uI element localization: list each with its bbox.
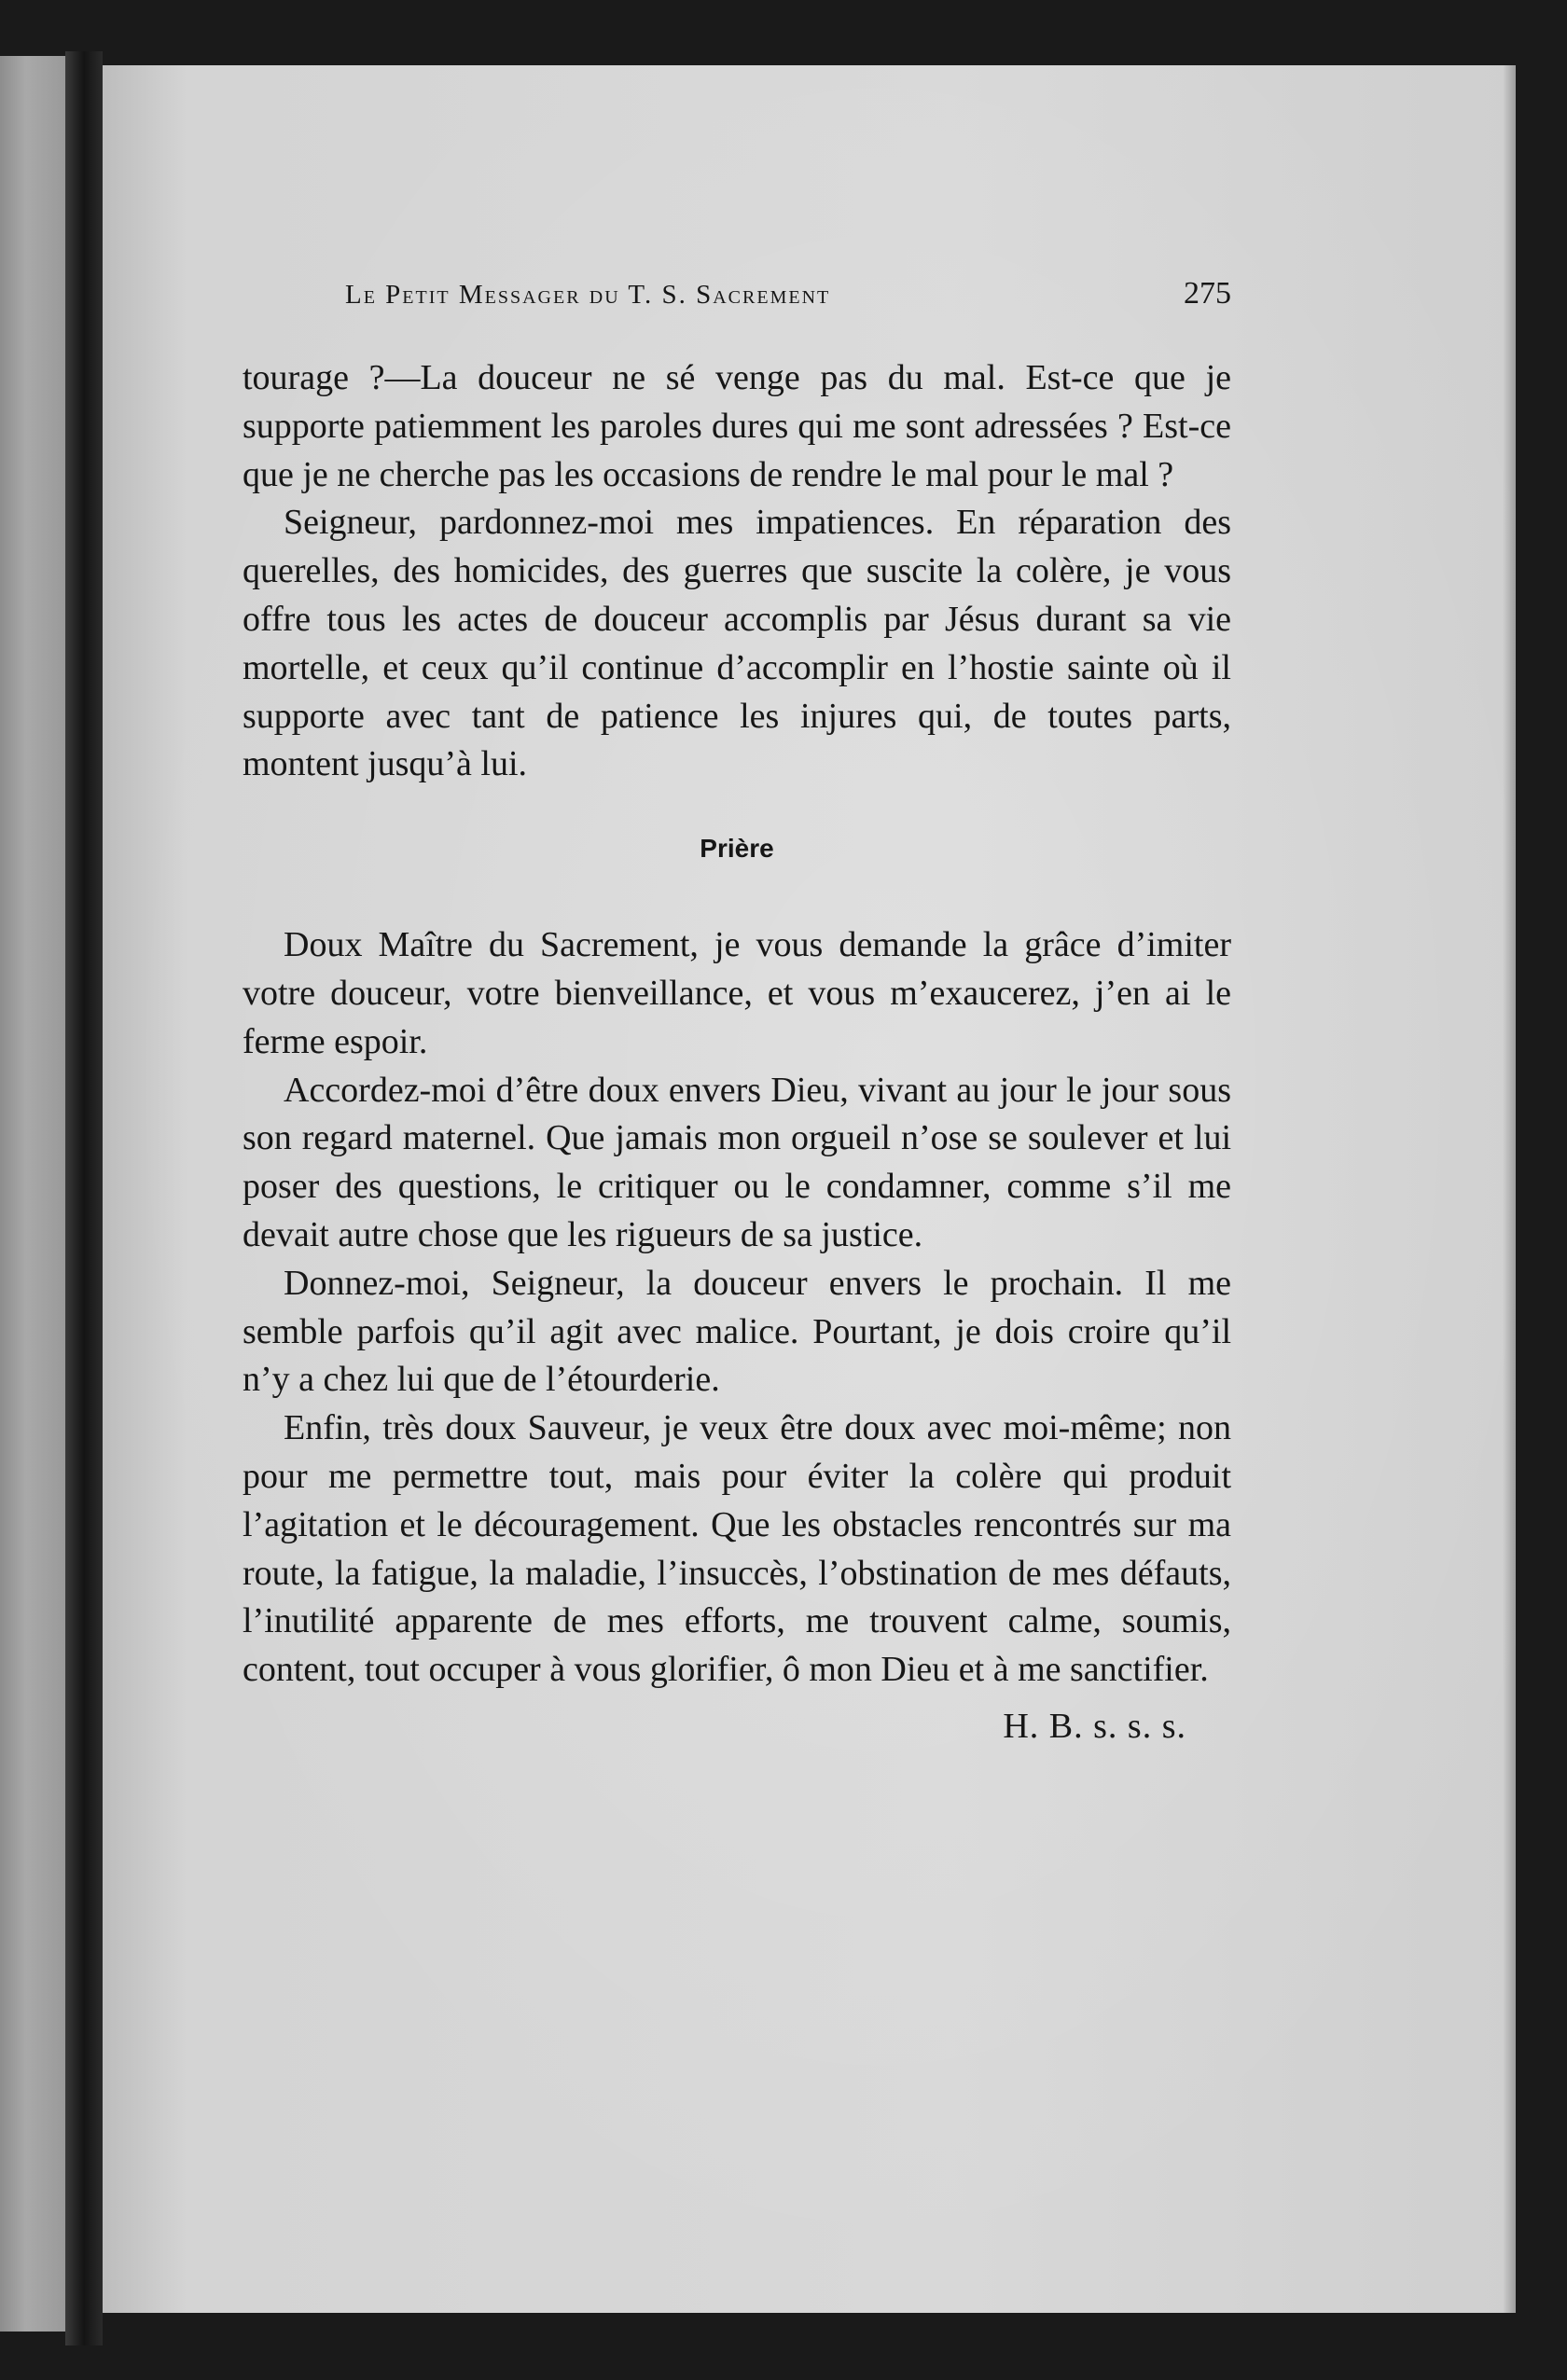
- page-text-block: [243, 276, 1231, 1750]
- author-signature: H. B. s. s. s.: [1003, 1706, 1186, 1746]
- page-edge-shadow: [1503, 65, 1516, 2313]
- paragraph-accordez-moi: Accordez-moi d’être doux envers Dieu, vivant au jour le jour sous son regard maternel. Que jamais mon orgueil n’ose se soulever et lui poser des questions, le critiquer ou le condamner, comme s’il me devait autre chose que les rigueurs de sa justice.: [243, 1070, 1231, 1254]
- section-heading-priere: Prière: [700, 834, 774, 864]
- book-spine: [65, 51, 103, 2345]
- previous-page-edge: [0, 56, 65, 2332]
- running-head-title: Le Petit Messager du T. S. Sacrement: [345, 280, 831, 310]
- paragraph-enfin: Enfin, très doux Sauveur, je veux être doux avec moi-même; non pour me permettre tout, mais pour éviter la colère qui produit l’agitation et le découragement. Que les obstacles rencontrés sur ma route, la fatigue, la maladie, l’insuccès, l’obstination de mes défauts, l’inutilité apparente de mes efforts, me trouvent calme, soumis, content, tout occuper à vous glorifier, ô mon Dieu et à me sanctifier.: [243, 1408, 1231, 1690]
- paragraph-continuation: tourage ?—La douceur ne sé venge pas du mal. Est-ce que je supporte patiemment les paroles dures qui me sont adressées ? Est-ce que je ne cherche pas les occasions de rendre le mal pour le mal ?: [243, 358, 1231, 494]
- page-number: 275: [1184, 276, 1231, 311]
- running-head: [243, 276, 1231, 326]
- paragraph-reparation: Seigneur, pardonnez-moi mes impatiences. En réparation des querelles, des homicides, des guerres que suscite la colère, je vous offre tous les actes de douceur accomplis par Jésus durant sa vie mortelle, et ceux qu’il continue d’accomplir en l’hostie sainte où il supporte avec tant de patience les injures qui, de toutes parts, montent jusqu’à lui.: [243, 503, 1231, 784]
- paragraph-donnez-moi: Donnez-moi, Seigneur, la douceur envers le prochain. Il me semble parfois qu’il agit avec malice. Pourtant, je dois croire qu’il n’y a chez lui que de l’étourderie.: [243, 1263, 1231, 1400]
- paragraph-doux-maitre: Doux Maître du Sacrement, je vous demande la grâce d’imiter votre douceur, votre bienveillance, et vous m’exaucerez, j’en ai le ferme espoir.: [243, 925, 1231, 1061]
